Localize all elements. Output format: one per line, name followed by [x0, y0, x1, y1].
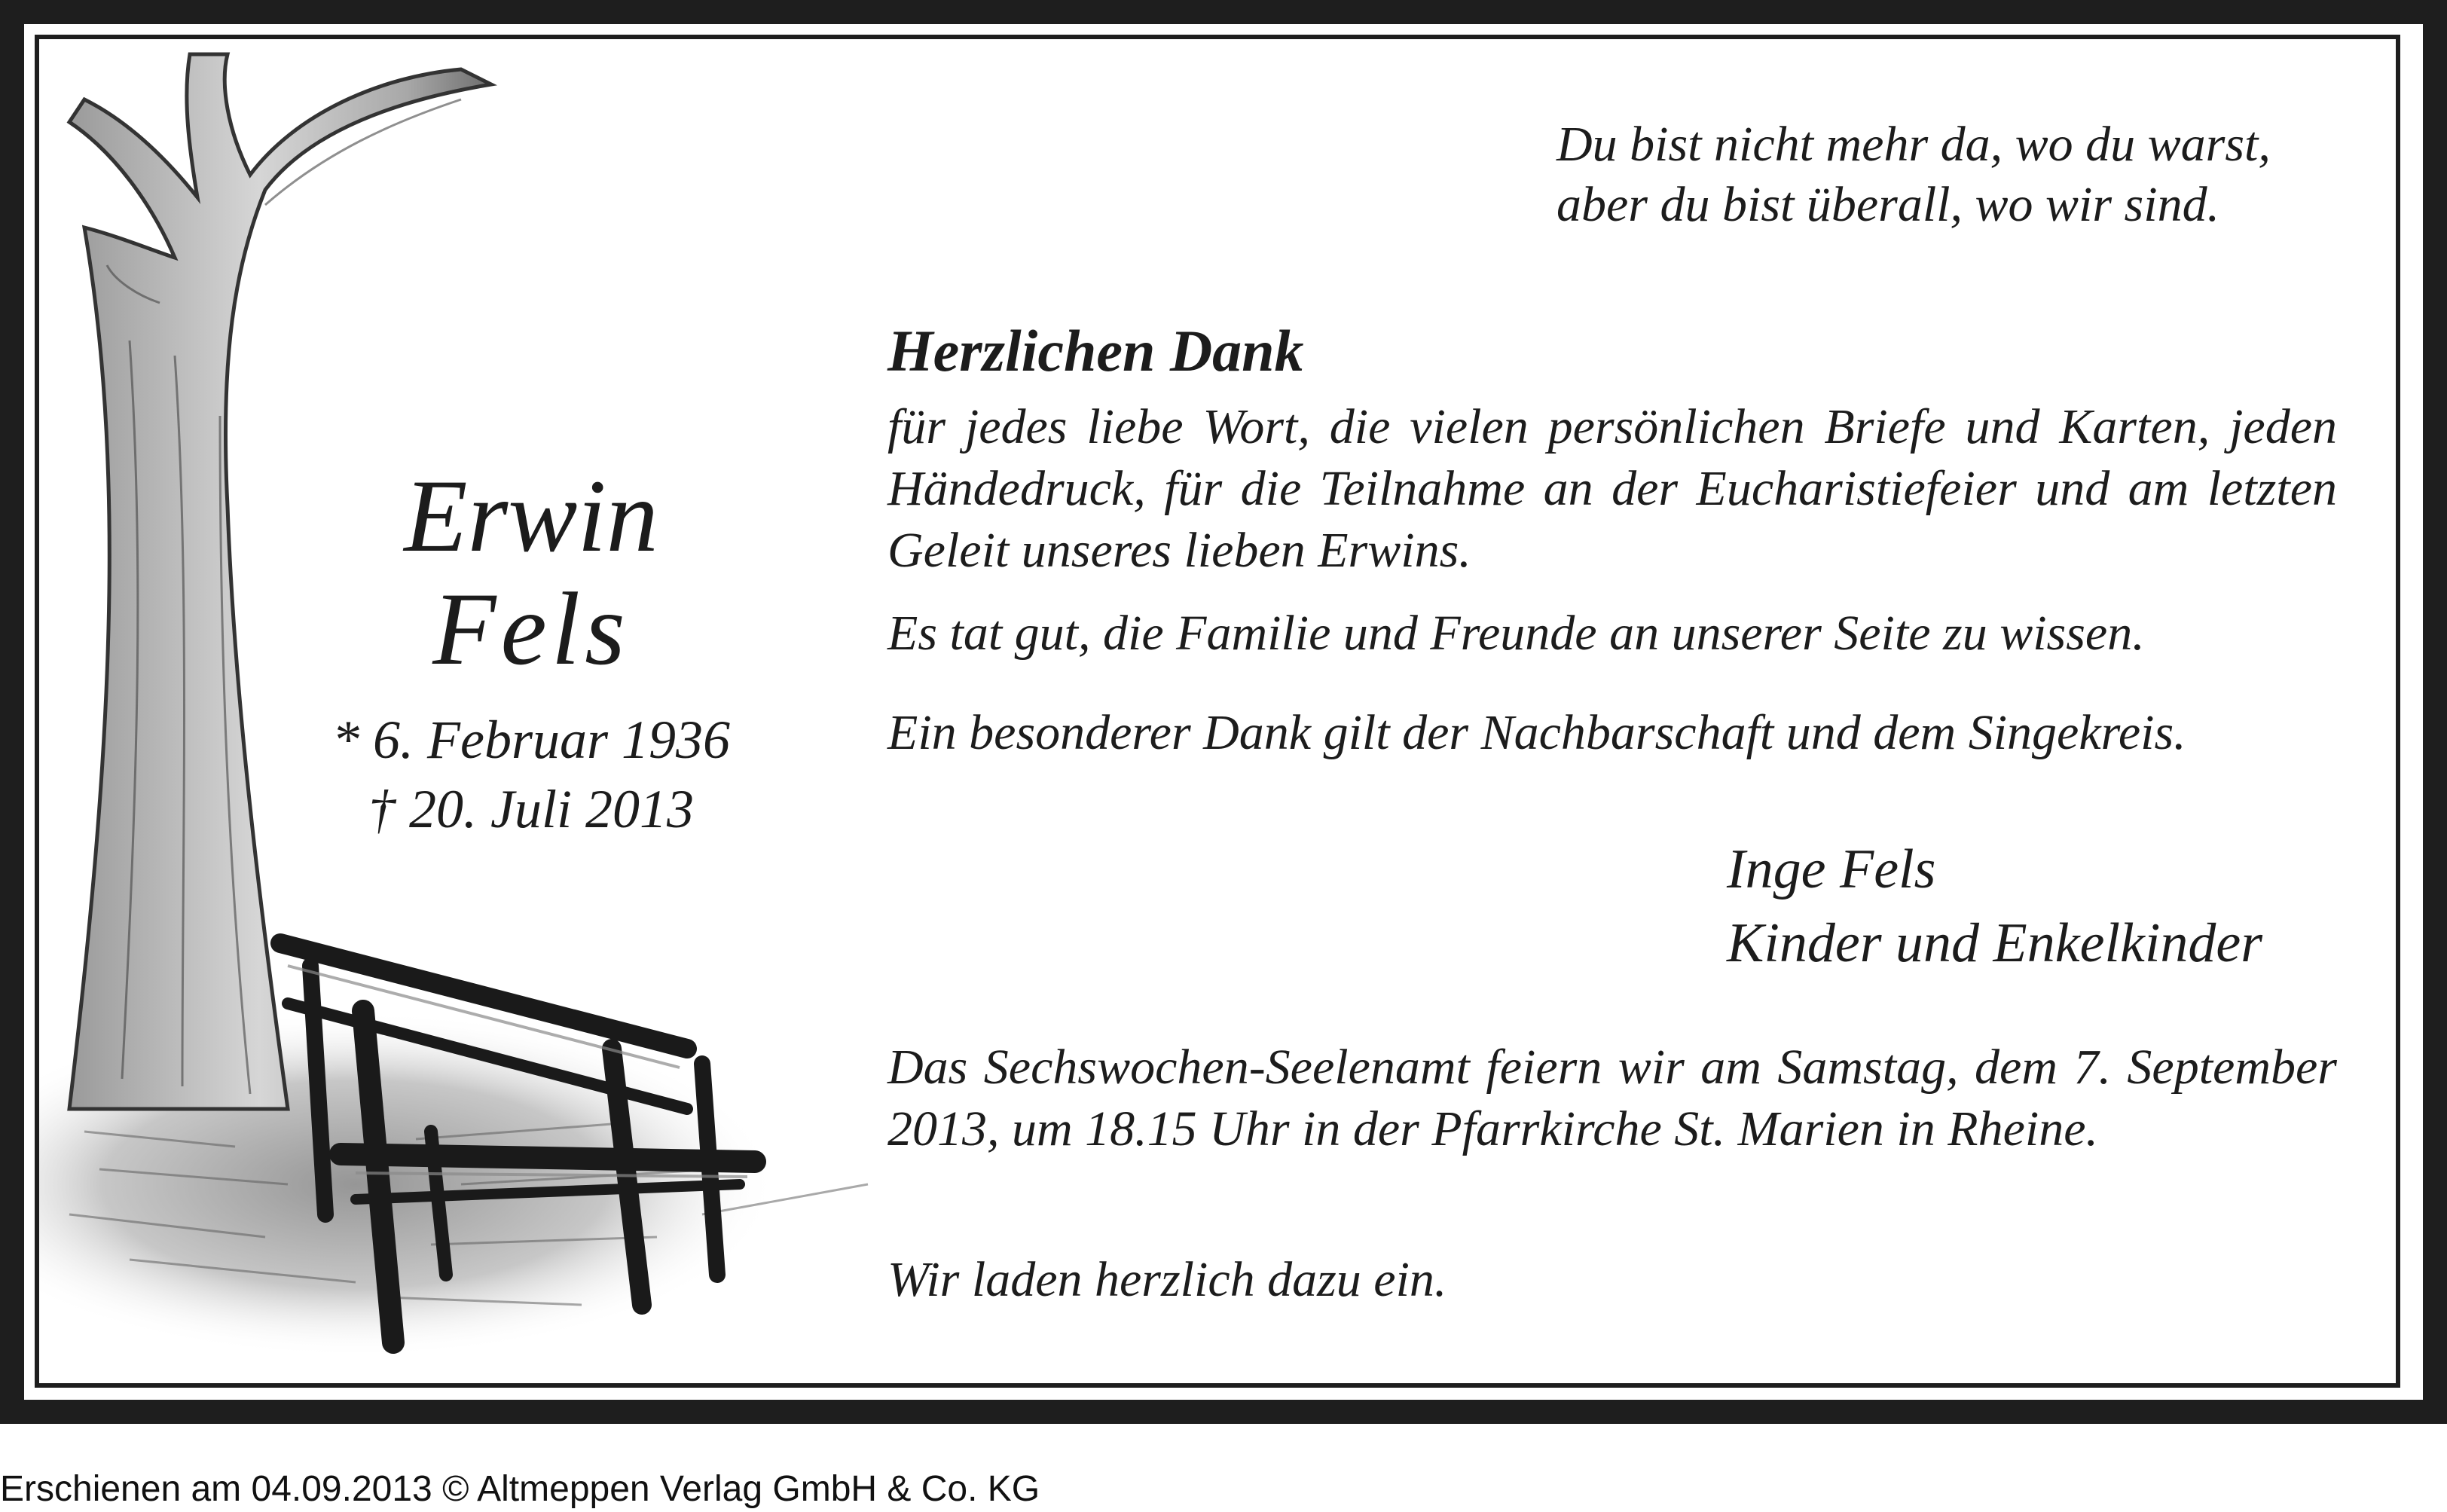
signature-line-1: Inge Fels	[1727, 838, 1936, 900]
signature-line-2: Kinder und Enkelkinder	[1727, 912, 2263, 974]
publication-footer: Erschienen am 04.09.2013 © Altmeppen Verlag GmbH & Co. KG	[0, 1469, 1040, 1509]
thanks-paragraph-2: Es tat gut, die Familie und Freunde an unserer Seite zu wissen.	[887, 606, 2145, 661]
service-paragraph: Das Sechswochen-Seelenamt feiern wir am Samstag, dem 7. September 2013, um 18.15 Uhr in der Pfarrkirche St. Marien in Rheine.	[887, 1040, 2337, 1156]
motto-line-1: Du bist nicht mehr da, wo du warst,	[1556, 117, 2271, 172]
thanks-paragraph-1: für jedes liebe Wort, die vielen persönlichen Briefe und Karten, jeden Händedruck, für die Teilnahme an der Eucharistiefeier und am letzten Geleit unseres lieben Erwins.	[887, 399, 2337, 578]
birth-date: * 6. Februar 1936	[332, 710, 730, 770]
thanks-heading: Herzlichen Dank	[887, 318, 1304, 383]
service-invitation: Wir laden herzlich dazu ein.	[887, 1252, 1447, 1307]
deceased-last-name: Fels	[432, 571, 630, 686]
death-date: † 20. Juli 2013	[368, 779, 694, 839]
motto-line-2: aber du bist überall, wo wir sind.	[1556, 177, 2220, 232]
thanks-paragraph-3: Ein besonderer Dank gilt der Nachbarschaft und dem Singekreis.	[887, 705, 2186, 760]
deceased-first-name: Erwin	[404, 458, 658, 573]
